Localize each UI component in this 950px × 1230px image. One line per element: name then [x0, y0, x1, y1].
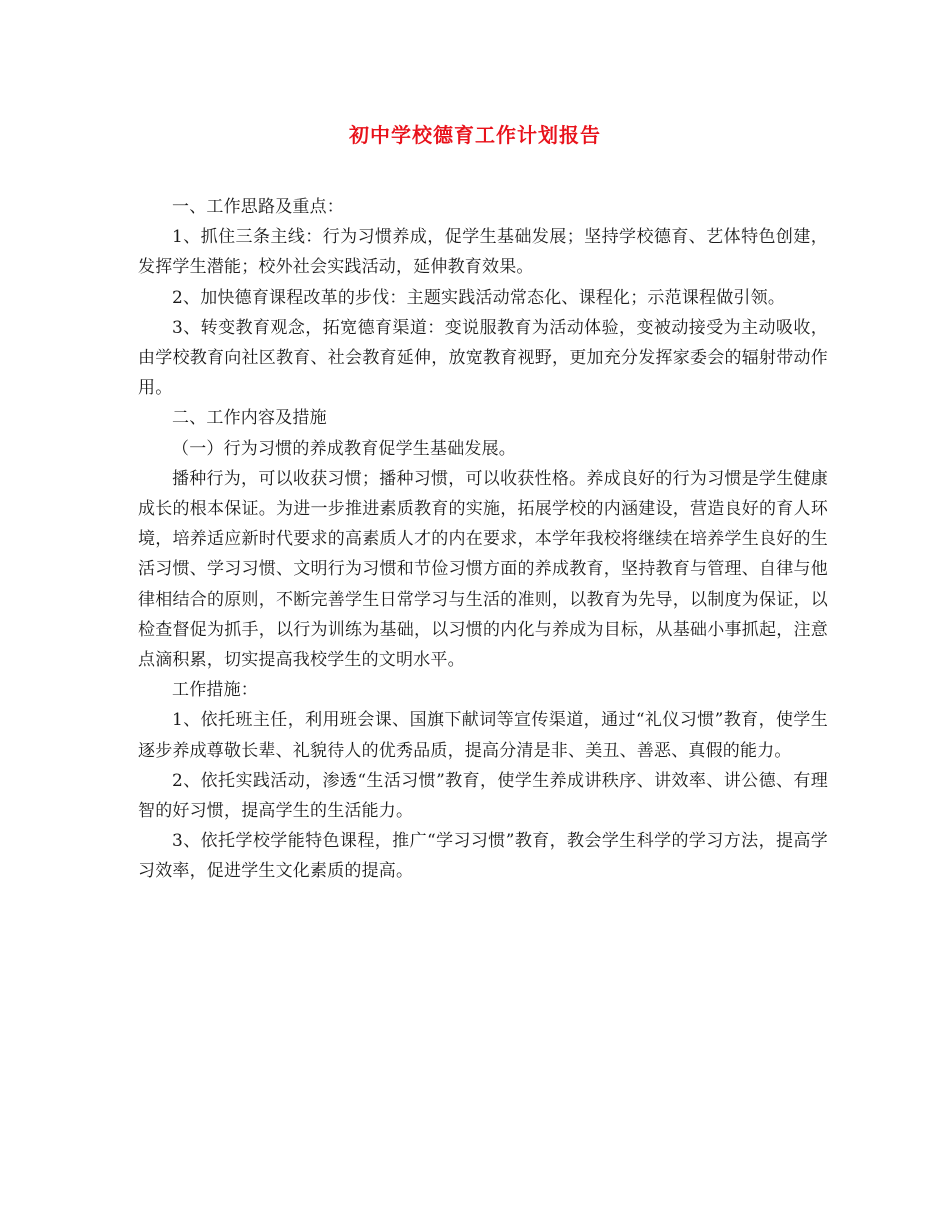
paragraph: 3、依托学校学能特色课程，推广“学习习惯”教育，教会学生科学的学习方法，提高学习效率，促进学生文化素质的提高。: [138, 831, 828, 882]
paragraph: 3、转变教育观念，拓宽德育渠道：变说服教育为活动体验，变被动接受为主动吸收，由学校教育向社区教育、社会教育延伸，放宽教育视野，更加充分发挥家委会的辐射带动作用。: [138, 317, 828, 399]
subsection-heading: （一）行为习惯的养成教育促学生基础发展。: [172, 438, 516, 459]
document-title: 初中学校德育工作计划报告: [349, 123, 601, 147]
paragraph: 2、加快德育课程改革的步伐：主题实践活动常态化、课程化；示范课程做引领。: [172, 287, 786, 308]
paragraph: 1、依托班主任，利用班会课、国旗下献词等宣传渠道，通过“礼仪习惯”教育，使学生逐步养成尊敬长辈、礼貌待人的优秀品质，提高分清是非、美丑、善恶、真假的能力。: [138, 710, 828, 761]
section-heading-1: 一、工作思路及重点：: [172, 197, 344, 217]
paragraph: 1、抓住三条主线：行为习惯养成，促学生基础发展；坚持学校德育、艺体特色创建，发挥学生潜能；校外社会实践活动，延伸教育效果。: [138, 227, 828, 278]
document-body: [138, 192, 828, 887]
paragraph: 2、依托实践活动，渗透“生活习惯”教育，使学生养成讲秩序、讲效率、讲公德、有理智的好习惯，提高学生的生活能力。: [138, 770, 828, 822]
measures-heading: 工作措施：: [172, 680, 258, 701]
section-heading-2: 二、工作内容及措施: [172, 408, 327, 429]
paragraph: 播种行为，可以收获习惯；播种习惯，可以收获性格。养成良好的行为习惯是学生健康成长的根本保证。为进一步推进素质教育的实施，拓展学校的内涵建设，营造良好的育人环境，培养适应新时代要求的高素质人才的内在要求，本学年我校将继续在培养学生良好的生活习惯、学习习惯、文明行为习惯和节俭习惯方面的养成教育，坚持教育与管理、自律与他律相结合的原则，不断完善学生日常学习与生活的准则，以教育为先导，以制度为保证，以检查督促为抓手，以行为训练为基础，以习惯的内化与养成为目标，从基础小事抓起，注意点滴积累，切实提高我校学生的文明水平。: [138, 468, 828, 671]
